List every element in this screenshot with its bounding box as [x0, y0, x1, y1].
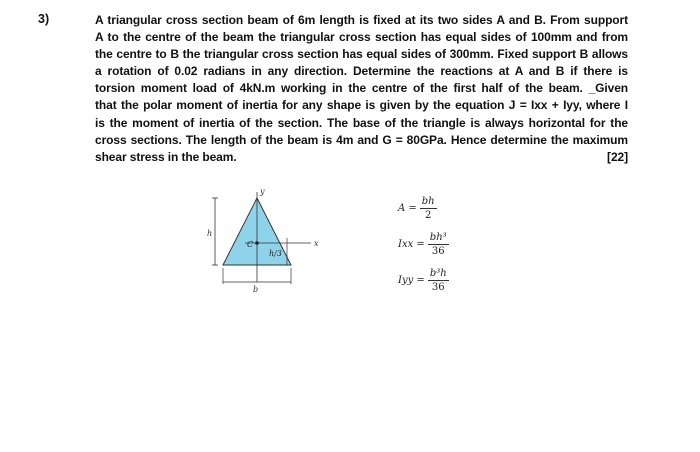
- area-formula: [398, 196, 437, 221]
- iyy-formula: [398, 268, 449, 293]
- question-line: torsion moment load of 4kN.m working in the centre of the first half of the beam. _Given: [95, 81, 628, 96]
- formula-denominator: 2: [425, 210, 432, 221]
- question-line: the centre to B the triangular cross section has equal sides of 300mm. Fixed support B allows: [95, 47, 628, 62]
- marks-badge: [22]: [607, 149, 628, 164]
- question-line: a rotation of 0.02 radians in any direction. Determine the reactions at A and B if there is: [95, 64, 628, 79]
- formula-lhs: A =: [398, 203, 417, 214]
- base-label: b: [253, 285, 259, 294]
- question-line: shear stress in the beam.: [95, 149, 237, 164]
- height-label: h: [207, 229, 213, 238]
- h3-label: h/3: [269, 249, 282, 258]
- centroid-label: C: [247, 240, 254, 249]
- question-line: A triangular cross section beam of 6m length is fixed at its two sides A and B. From support: [95, 13, 628, 27]
- centroid-marker: [255, 241, 259, 245]
- formula-fraction: [428, 232, 449, 257]
- formula-lhs: Iyy =: [398, 275, 425, 286]
- question-line: that the polar moment of inertia for any shape is given by the equation J = Ixx + Iyy, where I: [95, 98, 628, 113]
- question-number: 3): [38, 12, 50, 26]
- y-axis-label: y: [260, 187, 265, 196]
- x-axis-label: x: [314, 239, 319, 248]
- question-last-line: [95, 149, 628, 166]
- ixx-formula: [398, 232, 449, 257]
- question-line: is the moment of inertia of the section. The base of the triangle is always horizontal for the: [95, 115, 628, 130]
- question-text: [95, 12, 628, 166]
- question-line: cross sections. The length of the beam is 4m and G = 80GPa. Hence determine the maximum: [95, 132, 628, 147]
- formula-denominator: 36: [431, 282, 445, 293]
- formula-numerator: bh³: [429, 232, 447, 243]
- formula-fraction: [428, 268, 449, 293]
- formula-lhs: Ixx =: [398, 239, 425, 250]
- triangle-section-diagram: [195, 186, 335, 298]
- formula-denominator: 36: [431, 246, 445, 257]
- formula-numerator: b³h: [429, 268, 447, 279]
- triangle-section-figure: [195, 186, 335, 298]
- formula-numerator: bh: [421, 196, 435, 207]
- question-line: A to the centre of the beam the triangular cross section has equal sides of 100mm and from: [95, 30, 628, 45]
- formula-fraction: [420, 196, 437, 221]
